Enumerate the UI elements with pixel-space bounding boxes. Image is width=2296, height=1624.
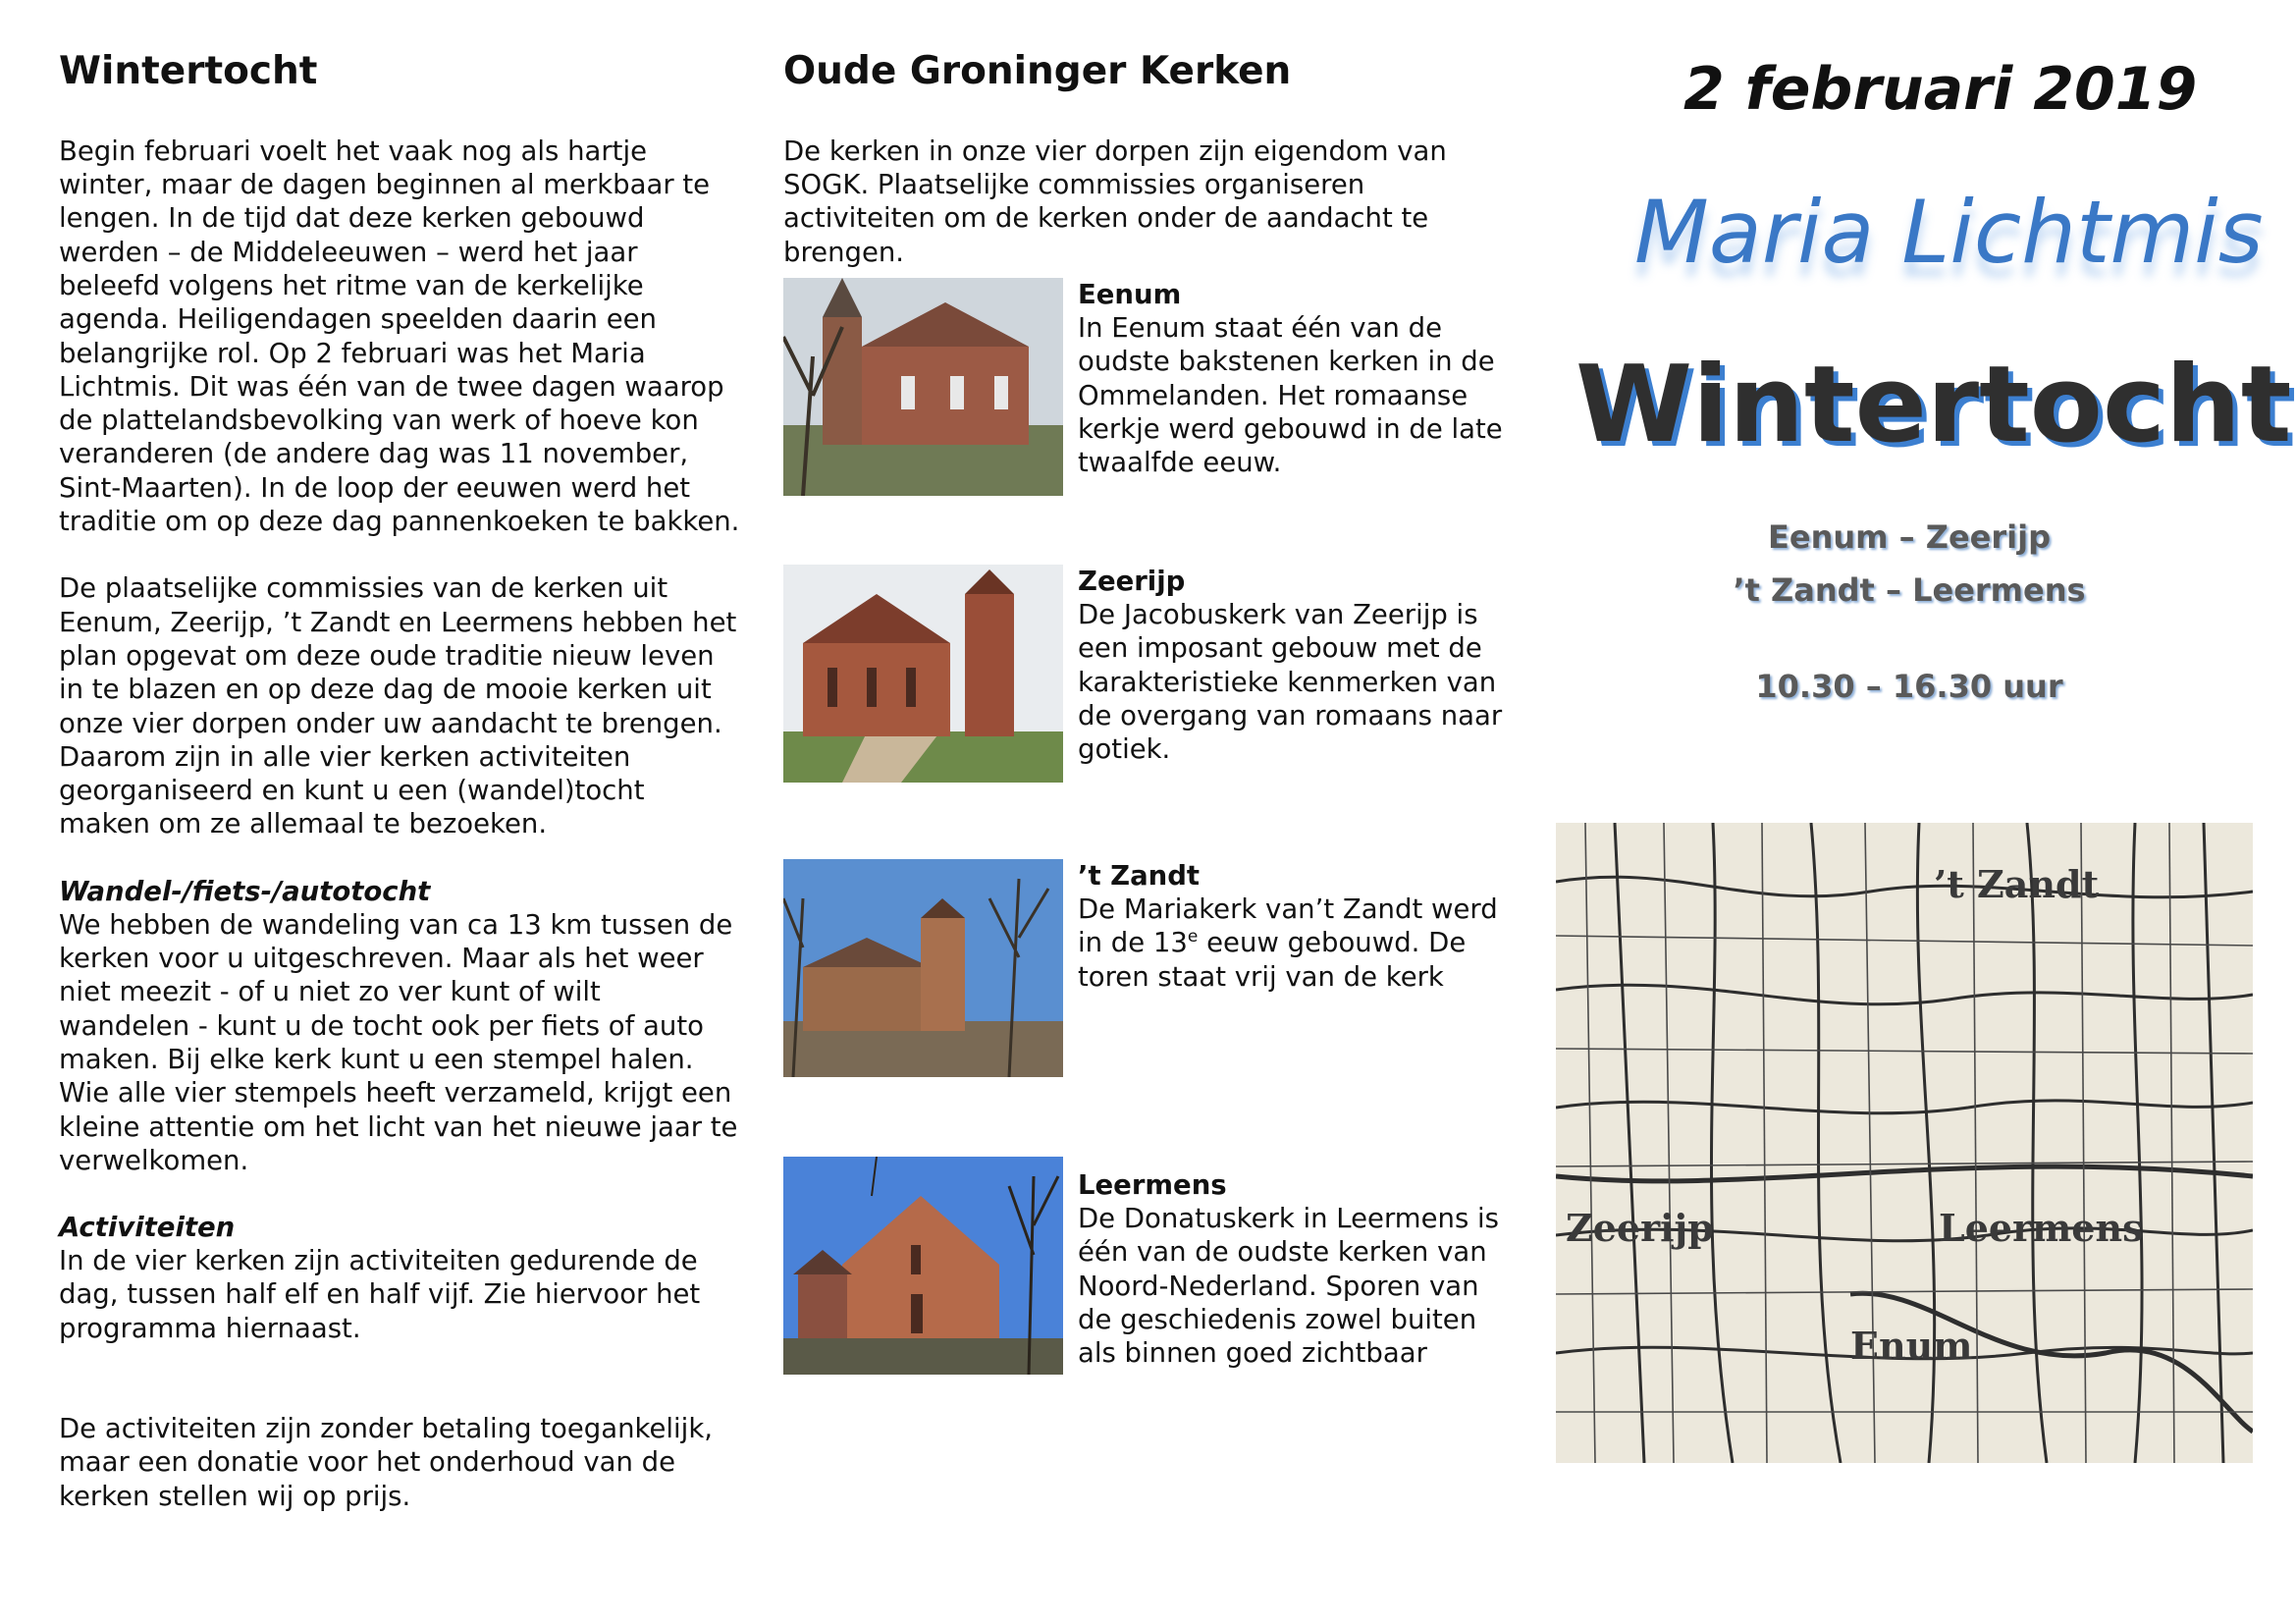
church-name: ’t Zandt [1078, 860, 1201, 892]
map-label-zeerijp: Zeerijp [1566, 1206, 1714, 1250]
tour-heading: Wandel-/fiets-/autotocht [59, 875, 431, 907]
map-label-enum: Enum [1850, 1324, 1973, 1368]
church-photo-zeerijp [783, 565, 1063, 783]
church-photo-leermens [783, 1157, 1063, 1375]
section-title-wintertocht: Wintertocht [59, 49, 318, 93]
kerken-intro: De kerken in onze vier dorpen zijn eigendom van SOGK. Plaatselijke commissies organiseren activiteiten om de kerken onder de aandacht te brengen. [783, 135, 1447, 268]
church-name: Eenum [1078, 279, 1182, 310]
historic-map [1556, 823, 2253, 1463]
donation-paragraph: De activiteiten zijn zonder betaling toegankelijk, maar een donatie voor het onderhoud van de kerken stellen wij op prijs. [59, 1413, 713, 1512]
event-time: 10.30 – 16.30 uur [1755, 668, 2063, 705]
event-title: Wintertocht [1575, 344, 2292, 466]
event-subtitle: Maria Lichtmis [1634, 182, 2264, 283]
church-description: De Jacobuskerk van Zeerijp is een imposant gebouw met de karakteristieke kenmerken van de overgang van romaans naar gotiek. [1078, 599, 1503, 766]
section-title-kerken: Oude Groninger Kerken [783, 49, 1292, 93]
church-name: Leermens [1078, 1169, 1227, 1201]
route-line-1: Eenum – Zeerijp [1768, 518, 2051, 556]
intro-paragraph: Begin februari voelt het vaak nog als hartje winter, maar de dagen beginnen al merkbaar te lengen. In de tijd dat deze kerken gebouwd werden – de Middeleeuwen – werd het jaar beleefd volgens het ritme van de kerkelijke agenda. Heiligendagen speelden daarin een belangrijke rol. Op 2 februari was het Maria Lichtmis. Dit was één van de twee dagen waarop de plattelandsbevolking van werk of hoeve kon veranderen (de andere dag was 11 november, Sint-Maarten). In de loop der eeuwen werd het traditie om op deze dag pannenkoeken te bakken. [59, 135, 740, 538]
tour-paragraph: We hebben de wandeling van ca 13 km tussen de kerken voor u uitgeschreven. Maar als het weer niet meezit - of u niet zo ver kunt of wilt wandelen - kunt u de tocht ook per fiets of auto maken. Bij elke kerk kunt u een stempel halen. Wie alle vier stempels heeft verzameld, krijgt een kleine attentie om het licht van het nieuwe jaar te verwelkomen. [59, 908, 738, 1176]
church-description: De Mariakerk van’t Zandt werd in de 13e eeuw gebouwd. De toren staat vrij van de kerk [1078, 893, 1498, 993]
activities-paragraph: In de vier kerken zijn activiteiten gedurende de dag, tussen half elf en half vijf. Zie hiervoor het programma hiernaast. [59, 1245, 701, 1344]
church-description: De Donatuskerk in Leermens is één van de oudste kerken van Noord-Nederland. Sporen van de geschiedenis zowel buiten als binnen goed zichtbaar [1078, 1203, 1499, 1370]
church-photo-t-zandt [783, 859, 1063, 1077]
plan-paragraph: De plaatselijke commissies van de kerken uit Eenum, Zeerijp, ’t Zandt en Leermens hebben het plan opgevat om deze oude traditie nieuw leven in te blazen en op deze dag de mooie kerken uit onze vier dorpen onder uw aandacht te brengen. Daarom zijn in alle vier kerken activiteiten georganiseerd en kunt u een (wandel)tocht maken om ze allemaal te bezoeken. [59, 572, 737, 840]
activities-heading: Activiteiten [59, 1212, 236, 1244]
map-label-leermens: Leermens [1939, 1206, 2144, 1250]
map-label-t-zandt: ’t Zandt [1934, 862, 2100, 906]
middle-column [783, 49, 1529, 1370]
left-column [59, 49, 761, 1513]
event-date: 2 februari 2019 [1683, 55, 2198, 124]
church-description: In Eenum staat één van de oudste bakstenen kerken in de Ommelanden. Het romaanse kerkje werd gebouwd in de late twaalfde eeuw. [1078, 312, 1503, 479]
route-line-2: ’t Zandt – Leermens [1733, 571, 2086, 609]
church-photo-eenum [783, 278, 1063, 496]
church-name: Zeerijp [1078, 566, 1186, 597]
